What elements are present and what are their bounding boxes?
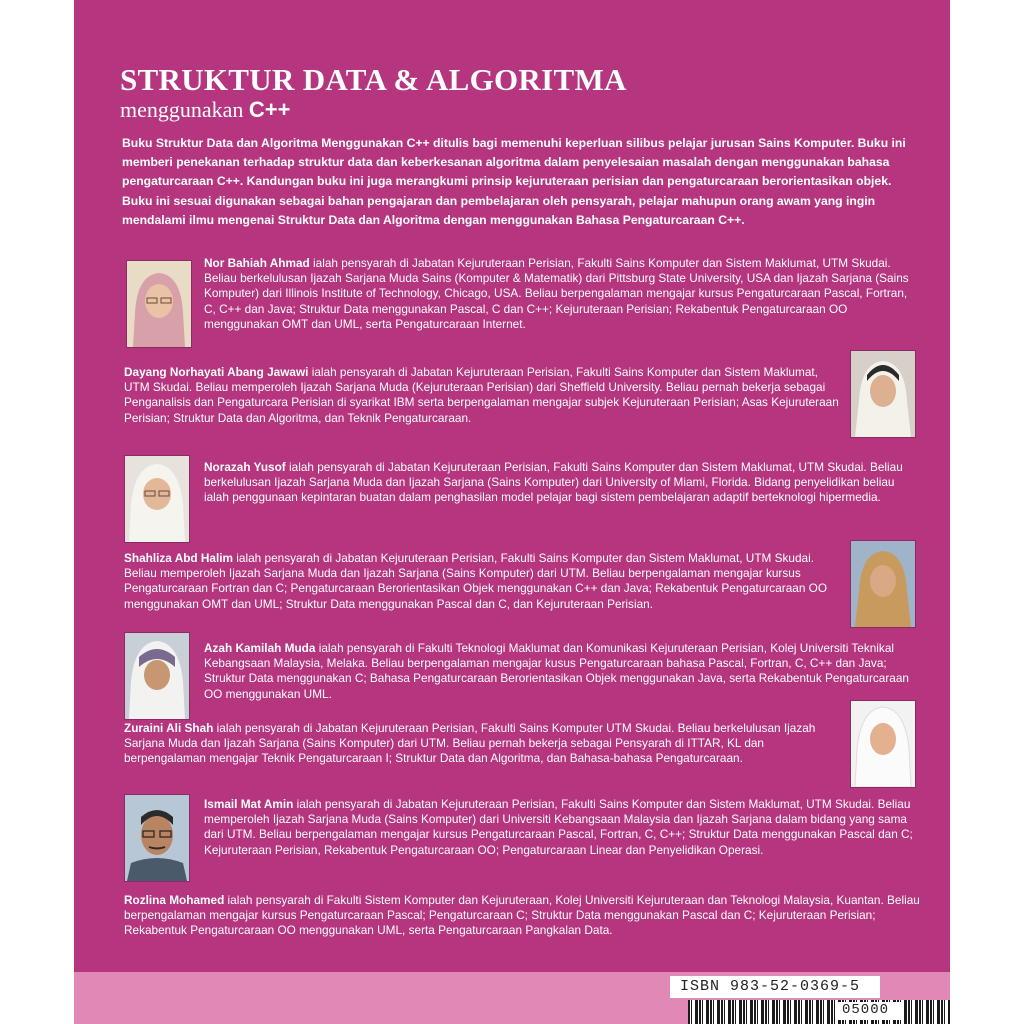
author-photo-ismail	[124, 794, 190, 882]
barcode	[688, 1000, 950, 1024]
author-name: Ismail Mat Amin	[204, 797, 294, 811]
author-bio-text: ialah pensyarah di Jabatan Kejuruteraan Perisian, Fakulti Sains Komputer dan Sistem Maklumat, UTM Skudai. Beliau memperoleh Ijazah Sarjana Muda dan Ijazah Sarjana (Sains Komputer) dari UTM. Beliau berpengalaman mengajar kursus Pengaturcaraan Fortran dan C; Pengaturcaraan Berorientasikan Objek menggunakan C++ dan Java; Rekabentuk Pengaturcaraan OO menggunakan OMT dan UML; Struktur Data menggunakan Pascal dan C, dan Kejuruteraan Perisian.	[124, 551, 828, 611]
author-bio-text: ialah pensyarah di Jabatan Kejuruteraan Perisian, Fakulti Sains Komputer dan Sistem Maklumat, UTM Skudai. Beliau berkelulusan Ijazah Sarjana Muda dan Ijazah Sarjana (Sains Komputer) dari University of Miami, Florida. Bidang penyelidikan beliau ialah penggunaan kepintaran buatan dalam penghasilan model pelajar bagi sistem pembelajaran adaptif berteknologi hipermedia.	[204, 460, 903, 505]
author-photo-norazah	[124, 455, 190, 543]
author-photo-dayang-norhayati	[850, 350, 916, 438]
isbn-text: ISBN 983-52-0369-5	[680, 978, 861, 995]
author-name: Nor Bahiah Ahmad	[204, 256, 310, 270]
author-bio	[204, 460, 920, 506]
author-photo-nor-bahiah	[126, 260, 192, 348]
author-bio-text: ialah pensyarah di Jabatan Kejuruteraan Perisian, Fakulti Sains Komputer UTM Skudai. Beliau berkelulusan Ijazah Sarjana Muda dan Ijazah Sarjana (Sains Komputer) dari UTM. Beliau pernah bekerja sebagai Pensyarah di ITTAR, KL dan berpengalaman mengajar Teknik Pengaturcaraan I; Struktur Data dan Algoritma, dan Bahasa-bahasa Pengaturcaraan.	[124, 721, 816, 766]
author-bio-text: ialah pensyarah di Jabatan Kejuruteraan Perisian, Fakulti Sains Komputer dan Sistem Maklumat, UTM Skudai. Beliau berkelulusan Ijazah Sarjana Muda Sains (Komputer & Matematik) dari Pittsburg State University, USA dan Ijazah Sarjana (Sains Komputer) dari Illinois Institute of Technology, Chicago, USA. Beliau berpengalaman mengajar kursus Pengaturcaraan Pascal, Fortran, C, C++ dan Java; Struktur Data menggunakan Pascal, C dan C++; Kejuruteraan Perisian; Rekabentuk Pengaturcaraan OO menggunakan OMT dan UML, serta Pengaturcaraan Internet.	[204, 256, 909, 331]
subtitle-language: C++	[248, 97, 291, 122]
author-bio	[124, 551, 844, 612]
author-bio	[124, 365, 844, 426]
author-photo-azah-kamilah	[124, 632, 190, 720]
author-name: Azah Kamilah Muda	[204, 641, 316, 655]
subtitle-prefix: menggunakan	[120, 97, 244, 122]
author-bio	[204, 641, 920, 702]
author-bio-text: ialah pensyarah di Fakulti Teknologi Maklumat dan Komunikasi Kejuruteraan Perisian, Kolej Universiti Teknikal Kebangsaan Malaysia, Melaka. Beliau berpengalaman mengajar kusus Pengaturcaraan bahasa Pascal, Fortran, C, C++ dan Java; Struktur Data menggunakan C; Bahasa Pengaturcaraan Berorientasikan Objek menggunakan Java, serta Rekabentuk Pengaturcaraan OO menggunakan UML.	[204, 641, 909, 701]
book-description: Buku Struktur Data dan Algoritma Menggunakan C++ ditulis bagi memenuhi keperluan silibus pelajar jurusan Sains Komputer. Buku ini memberi penekanan terhadap struktur data dan keberkesanan algoritma dalam penyelesaian masalah dengan menggunakan bahasa pengaturcaraan C++. Kandungan buku ini juga merangkumi prinsip kejuruteraan perisian dan pengaturcaraan berorientasikan objek. Buku ini sesuai digunakan sebagai bahan pengajaran dan pembelajaran oleh pensyarah, pelajar mahupun orang awam yang ingin mendalami ilmu mengenai Struktur Data dan Algoritma dengan menggunakan Bahasa Pengaturcaraan C++.	[122, 136, 906, 227]
price-code: 05000	[842, 1002, 890, 1018]
author-bio-text: ialah pensyarah di Jabatan Kejuruteraan Perisian, Fakulti Sains Komputer dan Sistem Maklumat, UTM Skudai. Beliau memperoleh Ijazah Sarjana Muda (Sains Komputer) dari Universiti Kebangsaan Malaysia dan Ijazah Sarjana dalam bidang yang sama dari UTM. Beliau berpengalaman mengajar kursus Pengaturcaraan Pascal, Fortran, C, C++; Struktur Data menggunakan Pascal dan C; Kejuruteraan Perisian, Rekabentuk Pengaturcaraan OO; Pengaturcaraan Linear dan Penyelidikan Operasi.	[204, 797, 913, 857]
author-name: Dayang Norhayati Abang Jawawi	[124, 365, 309, 379]
author-bio	[204, 797, 920, 858]
author-name: Zuraini Ali Shah	[124, 721, 214, 735]
author-bio-text: ialah pensyarah di Jabatan Kejuruteraan Perisian, Fakulti Sains Komputer dan Sistem Maklumat, UTM Skudai. Beliau memperoleh Ijazah Sarjana Muda (Kejuruteraan Perisian) dari Sheffield University. Beliau pernah bekerja sebagai Penganalisis dan Pengaturcara Perisian di syarikat IBM serta berpengalaman mengajar subjek Kejuruteraan Perisian; Asas Kejuruteraan Perisian; Struktur Data dan Algoritma, dan Teknik Pengaturcaraan.	[124, 365, 839, 425]
back-cover	[74, 0, 950, 1024]
author-bio	[204, 256, 920, 332]
author-photo-zuraini	[850, 700, 916, 788]
author-name: Norazah Yusof	[204, 460, 286, 474]
book-subtitle	[120, 97, 291, 123]
author-photo-shahliza	[850, 540, 916, 628]
author-name: Rozlina Mohamed	[124, 893, 225, 907]
author-bio	[124, 893, 920, 939]
book-title: STRUKTUR DATA & ALGORITMA	[120, 62, 627, 97]
author-name: Shahliza Abd Halim	[124, 551, 234, 565]
author-bio-text: ialah pensyarah di Fakulti Sistem Komputer dan Kejuruteraan, Kolej Universiti Kejuruteraan dan Teknologi Malaysia, Kuantan. Beliau berpengalaman mengajar kursus Pengaturcaraan Pascal; Pengaturcaraan C; Struktur Data menggunakan Pascal dan C; Kejuruteraan Perisian; Rekabentuk Pengaturcaraan OO menggunakan UML, serta Pengaturcaraan Pangkalan Data.	[124, 893, 920, 938]
author-bio	[124, 721, 844, 767]
